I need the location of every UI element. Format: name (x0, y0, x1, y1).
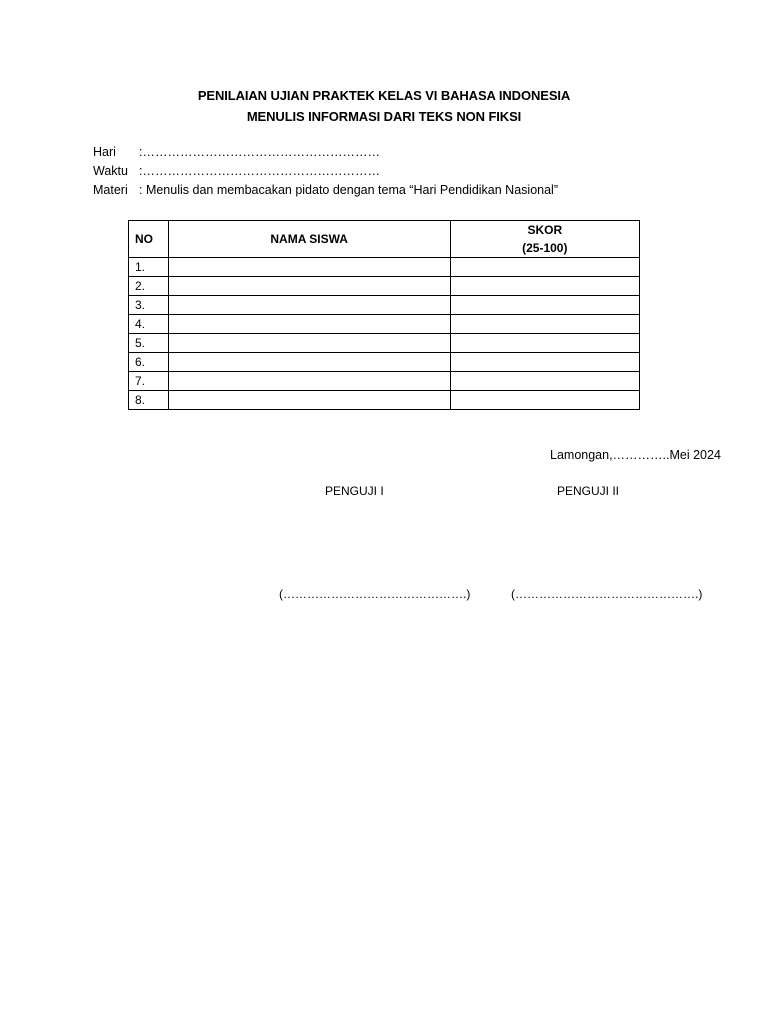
score-cell[interactable] (450, 277, 639, 296)
header-no: NO (129, 221, 169, 258)
student-name-cell[interactable] (168, 315, 450, 334)
row-number: 6. (129, 353, 169, 372)
student-name-cell[interactable] (168, 353, 450, 372)
score-cell[interactable] (450, 353, 639, 372)
table-row (129, 353, 640, 372)
student-name-cell[interactable] (168, 258, 450, 277)
examiner-1-label: PENGUJI I (325, 484, 384, 498)
score-cell[interactable] (450, 334, 639, 353)
student-name-cell[interactable] (168, 334, 450, 353)
score-cell[interactable] (450, 258, 639, 277)
score-table (128, 220, 640, 410)
hari-value: :………………………………………………… (139, 145, 380, 159)
row-number: 4. (129, 315, 169, 334)
materi-label: Materi (93, 183, 128, 197)
row-number: 8. (129, 391, 169, 410)
header-skor-range: (25-100) (522, 241, 568, 255)
materi-value: : Menulis dan membacakan pidato dengan tema “Hari Pendidikan Nasional” (139, 183, 558, 197)
table-row (129, 334, 640, 353)
table-row (129, 372, 640, 391)
info-row-materi (93, 183, 558, 197)
header-skor-label: SKOR (527, 223, 563, 237)
score-cell[interactable] (450, 315, 639, 334)
score-cell[interactable] (450, 372, 639, 391)
document-subtitle: MENULIS INFORMASI DARI TEKS NON FIKSI (246, 109, 522, 124)
table-header-row (129, 221, 640, 258)
waktu-label: Waktu (93, 164, 128, 178)
student-name-cell[interactable] (168, 296, 450, 315)
score-cell[interactable] (450, 296, 639, 315)
table-row (129, 315, 640, 334)
row-number: 7. (129, 372, 169, 391)
examiner-2-signature-line: (……………………………………….) (511, 587, 703, 601)
waktu-value: :………………………………………………… (139, 164, 380, 178)
info-row-hari (93, 145, 380, 159)
score-cell[interactable] (450, 391, 639, 410)
student-name-cell[interactable] (168, 391, 450, 410)
table-row (129, 258, 640, 277)
table-row (129, 391, 640, 410)
info-row-waktu (93, 164, 380, 178)
row-number: 2. (129, 277, 169, 296)
table-row (129, 296, 640, 315)
examiner-2-label: PENGUJI II (557, 484, 620, 498)
document-title: PENILAIAN UJIAN PRAKTEK KELAS VI BAHASA INDONESIA (197, 88, 571, 103)
hari-label: Hari (93, 145, 116, 159)
row-number: 5. (129, 334, 169, 353)
header-skor (450, 221, 639, 258)
examiner-1-signature-line: (……………………………………….) (279, 587, 471, 601)
student-name-cell[interactable] (168, 277, 450, 296)
table-row (129, 277, 640, 296)
student-name-cell[interactable] (168, 372, 450, 391)
place-date: Lamongan,…………..Mei 2024 (550, 448, 721, 462)
row-number: 3. (129, 296, 169, 315)
row-number: 1. (129, 258, 169, 277)
header-nama-siswa: NAMA SISWA (168, 221, 450, 258)
